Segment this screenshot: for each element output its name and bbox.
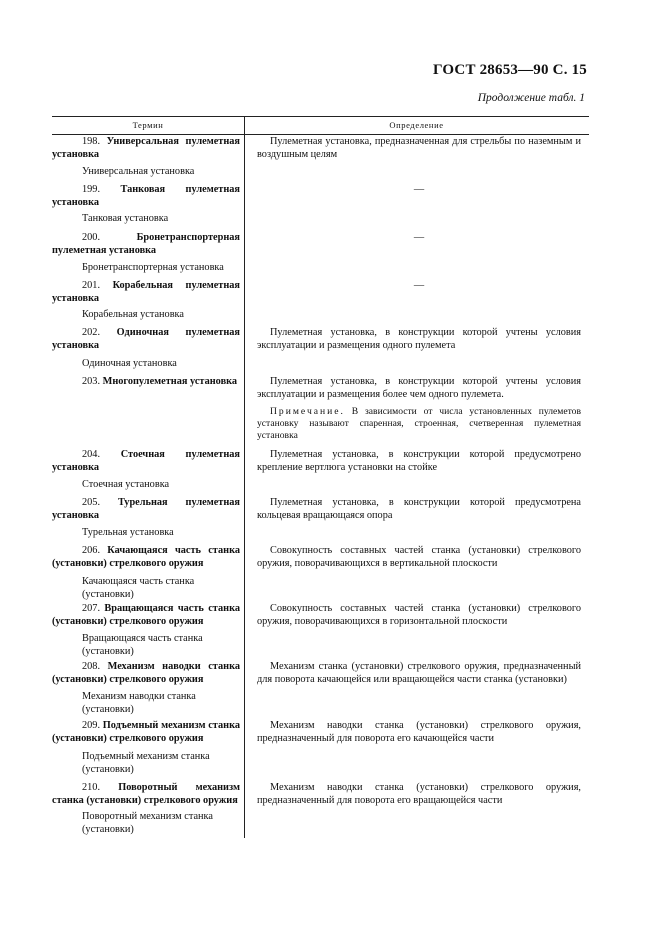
synonym-term: Поворотный механизм станка (установки) (82, 811, 213, 835)
term-cell: 203. Многопулеметная установка (82, 376, 238, 387)
document-header: ГОСТ 28653—90 С. 15 (433, 62, 587, 78)
synonym-term: Танковая установка (82, 213, 169, 224)
definition-cell: Пулеметная установка, в конструкции которой учтены условия эксплуатации и размещения более чем одного пулемета. (257, 376, 581, 400)
term-cell: 201. Корабельная пулеметная установка (52, 280, 240, 304)
note-text: Примечание. В зависимости от числа установленных пулеметов установку называют спаренная, строенная, счетверенная пулеметная установка (257, 406, 581, 441)
definition-cell: Механизм наводки станка (установки) стрелкового оружия, предназначенный для поворота его вращающейся части (257, 782, 581, 806)
definition-cell: Пулеметная установка, в конструкции которой предусмотрено крепление вертлюга установки на стойке (257, 449, 581, 473)
synonym-term: Подъемный механизм станка (установки) (82, 751, 210, 775)
term-cell: 202. Одиночная пулеметная установка (52, 327, 240, 351)
synonym-term: Качающаяся часть станка (установки) (82, 576, 195, 600)
term-cell: 199. Танковая пулеметная установка (52, 184, 240, 208)
definition-cell: Механизм станка (установки) стрелкового оружия, предназначенный для поворота качающейся или вращающейся части станка (установки) (257, 661, 581, 685)
table-continuation-label: Продолжение табл. 1 (477, 92, 585, 104)
table-header (52, 116, 589, 135)
definition-cell: — (413, 280, 425, 291)
term-cell: 207. Вращающаяся часть станка (установки) стрелкового оружия (52, 603, 240, 627)
term-cell: 200. Бронетранспортерная пулеметная установка (52, 232, 240, 256)
definition-cell: Совокупность составных частей станка (установки) стрелкового оружия, поворачивающихся в вертикальной плоскости (257, 545, 581, 569)
definition-cell: Пулеметная установка, в конструкции которой учтены условия эксплуатации и размещения одного пулемета (257, 327, 581, 351)
synonym-term: Стоечная установка (82, 479, 170, 490)
term-cell: 205. Турельная пулеметная установка (52, 497, 241, 521)
synonym-term: Корабельная установка (82, 309, 184, 320)
term-cell: 210. Поворотный механизм станка (установки) стрелкового оружия (52, 782, 240, 806)
definition-cell: — (413, 232, 425, 243)
term-cell: 206. Качающаяся часть станка (установки) стрелкового оружия (52, 545, 240, 569)
definition-cell: Механизм наводки станка (установки) стрелкового оружия, предназначенный для поворота его качающейся части (257, 720, 581, 744)
synonym-term: Одиночная установка (82, 358, 177, 369)
synonym-term: Механизм наводки станка (установки) (82, 691, 196, 715)
definition-cell: Совокупность составных частей станка (установки) стрелкового оружия, поворачивающихся в горизонтальной плоскости (257, 603, 581, 627)
term-cell: 204. Стоечная пулеметная установка (52, 449, 241, 473)
synonym-term: Вращающаяся часть станка (установки) (82, 633, 203, 657)
note-label: Примечание. (270, 406, 345, 417)
synonym-term: Турельная установка (82, 527, 174, 538)
terms-table (52, 116, 589, 835)
column-header-term: Термин (132, 120, 164, 130)
term-cell: 208. Механизм наводки станка (установки) стрелкового оружия (52, 661, 240, 685)
term-cell: 209. Подъемный механизм станка (установки) стрелкового оружия (52, 720, 240, 744)
synonym-term: Универсальная установка (82, 166, 195, 177)
synonym-term: Бронетранспортерная установка (82, 262, 224, 273)
column-divider (244, 116, 245, 838)
column-header-definition: Определение (389, 120, 444, 130)
term-cell: 198. Универсальная пулеметная установка (52, 136, 240, 160)
definition-cell: Пулеметная установка, предназначенная для стрельбы по наземным и воздушным целям (257, 136, 581, 160)
definition-cell: Пулеметная установка, в конструкции которой предусмотрена кольцевая вращающаяся опора (257, 497, 581, 521)
definition-cell: — (413, 184, 425, 195)
